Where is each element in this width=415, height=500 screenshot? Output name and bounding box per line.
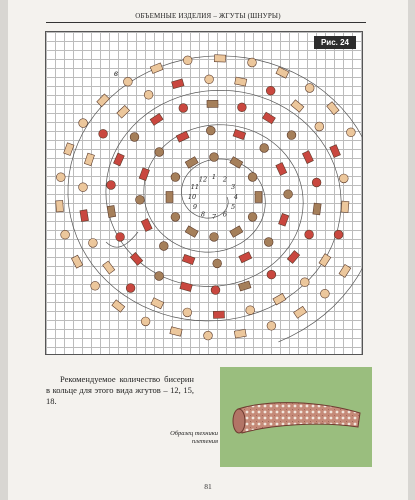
- red-bugle-bead: [233, 129, 246, 139]
- thread-spiral: [68, 56, 362, 342]
- brown-bugle-bead: [238, 281, 251, 291]
- red-bugle-bead: [213, 311, 224, 318]
- tan-seed-bead: [56, 173, 65, 182]
- tan-seed-bead: [246, 306, 255, 315]
- tan-bugle-bead: [276, 67, 289, 78]
- tan-bugle-bead: [214, 55, 225, 62]
- tan-seed-bead: [204, 331, 213, 340]
- photo-caption: Образец техники плетения: [170, 430, 218, 445]
- tan-seed-bead: [91, 281, 100, 290]
- tan-bugle-bead: [84, 153, 94, 166]
- tan-bugle-bead: [341, 201, 349, 213]
- red-seed-bead: [305, 230, 314, 239]
- brown-seed-bead: [171, 173, 180, 182]
- bead-number: 8: [200, 210, 206, 219]
- tan-bugle-bead: [56, 200, 64, 211]
- brown-seed-bead: [284, 190, 293, 199]
- brown-bugle-bead: [255, 192, 262, 203]
- tan-bugle-bead: [112, 300, 125, 312]
- body-text: Рекомендуемое количество бисерин в кольце для этого вида жгутов – 12, 15, 18.: [46, 374, 194, 406]
- tan-seed-bead: [321, 289, 330, 298]
- brown-seed-bead: [155, 148, 164, 157]
- brown-bugle-bead: [185, 157, 198, 169]
- beading-diagram: [46, 32, 362, 354]
- brown-seed-bead: [287, 131, 296, 140]
- figure-frame: [45, 31, 363, 355]
- bead-number: 4: [233, 193, 239, 201]
- bead-number: 3: [231, 183, 236, 191]
- tan-bugle-bead: [103, 261, 115, 274]
- brown-bugle-bead: [185, 226, 198, 238]
- tan-seed-bead: [79, 119, 88, 128]
- brown-bugle-bead: [107, 206, 116, 218]
- red-bugle-bead: [176, 131, 189, 142]
- sample-photo: [220, 367, 372, 467]
- bead-number: 10: [187, 193, 197, 201]
- red-bugle-bead: [180, 282, 192, 292]
- brown-seed-bead: [130, 133, 139, 142]
- red-bugle-bead: [141, 219, 152, 232]
- brown-seed-bead: [206, 126, 215, 135]
- tan-bugle-bead: [170, 327, 182, 336]
- tan-bugle-bead: [294, 306, 307, 318]
- red-bugle-bead: [239, 252, 252, 263]
- red-seed-bead: [334, 230, 343, 239]
- red-seed-bead: [179, 104, 188, 113]
- tan-bugle-bead: [273, 293, 286, 305]
- tan-seed-bead: [315, 122, 324, 131]
- bead-number: 1: [211, 173, 217, 181]
- tan-bugle-bead: [339, 264, 351, 277]
- red-seed-bead: [238, 103, 247, 112]
- brown-bugle-bead: [166, 192, 173, 203]
- bead-number: 12: [198, 175, 208, 184]
- brown-bugle-bead: [230, 226, 243, 238]
- brown-seed-bead: [171, 213, 180, 222]
- brown-seed-bead: [248, 213, 257, 222]
- brown-seed-bead: [213, 259, 222, 268]
- red-bugle-bead: [113, 153, 124, 166]
- tan-seed-bead: [300, 278, 309, 287]
- red-bugle-bead: [302, 151, 313, 164]
- tan-seed-bead: [183, 308, 192, 317]
- red-bugle-bead: [287, 251, 299, 264]
- header-rule: [46, 22, 366, 23]
- beaded-rope-image: [220, 367, 372, 467]
- tan-bugle-bead: [64, 143, 74, 156]
- bead-number: 9: [192, 203, 197, 211]
- bead-number: 2: [222, 175, 228, 184]
- red-bugle-bead: [150, 113, 163, 125]
- red-seed-bead: [107, 181, 116, 190]
- tan-seed-bead: [61, 230, 70, 239]
- tan-bugle-bead: [291, 100, 304, 112]
- variant-letter: в: [114, 68, 118, 78]
- red-bugle-bead: [279, 213, 289, 226]
- tan-seed-bead: [124, 77, 133, 86]
- tan-seed-bead: [144, 90, 153, 99]
- bead-number: 5: [231, 203, 236, 211]
- tan-bugle-bead: [151, 298, 164, 309]
- red-bugle-bead: [262, 112, 275, 124]
- red-seed-bead: [312, 178, 321, 187]
- tan-seed-bead: [305, 84, 314, 93]
- brown-seed-bead: [155, 272, 164, 281]
- red-bugle-bead: [330, 145, 341, 158]
- red-bugle-bead: [139, 168, 149, 181]
- tan-seed-bead: [183, 56, 192, 65]
- red-bugle-bead: [80, 210, 89, 222]
- page-number: 81: [204, 482, 212, 491]
- tan-bugle-bead: [117, 105, 130, 118]
- bead-number: 7: [211, 213, 217, 221]
- tan-bugle-bead: [234, 329, 246, 338]
- red-seed-bead: [267, 270, 276, 279]
- tan-seed-bead: [347, 128, 356, 137]
- tan-bugle-bead: [97, 94, 110, 107]
- brown-bugle-bead: [207, 100, 218, 107]
- book-page: [8, 0, 408, 500]
- red-seed-bead: [266, 86, 275, 95]
- tan-bugle-bead: [71, 255, 82, 268]
- red-seed-bead: [116, 233, 125, 242]
- brown-seed-bead: [210, 233, 219, 242]
- tan-seed-bead: [141, 317, 150, 326]
- brown-seed-bead: [159, 242, 168, 251]
- brown-bugle-bead: [313, 203, 321, 215]
- tan-seed-bead: [267, 321, 276, 330]
- brown-seed-bead: [264, 238, 273, 247]
- tan-seed-bead: [339, 174, 348, 183]
- tan-seed-bead: [205, 75, 214, 84]
- figure-label: Рис. 24: [314, 36, 356, 49]
- running-title: ОБЪЕМНЫЕ ИЗДЕЛИЯ – ЖГУТЫ (ШНУРЫ): [135, 12, 281, 20]
- tan-bugle-bead: [150, 63, 163, 74]
- tan-bugle-bead: [235, 77, 247, 86]
- bead-number: 11: [190, 183, 200, 191]
- red-seed-bead: [211, 286, 220, 295]
- brown-seed-bead: [210, 153, 219, 162]
- tan-seed-bead: [79, 183, 88, 192]
- bead-number: 6: [222, 210, 228, 219]
- brown-seed-bead: [248, 173, 257, 182]
- brown-bugle-bead: [230, 157, 243, 169]
- red-seed-bead: [126, 284, 135, 293]
- red-bugle-bead: [276, 163, 287, 176]
- brown-seed-bead: [136, 195, 145, 204]
- red-bugle-bead: [182, 254, 195, 264]
- red-seed-bead: [99, 129, 108, 138]
- red-bugle-bead: [172, 79, 185, 89]
- tan-seed-bead: [89, 239, 98, 248]
- tan-seed-bead: [248, 58, 257, 67]
- brown-seed-bead: [260, 144, 269, 153]
